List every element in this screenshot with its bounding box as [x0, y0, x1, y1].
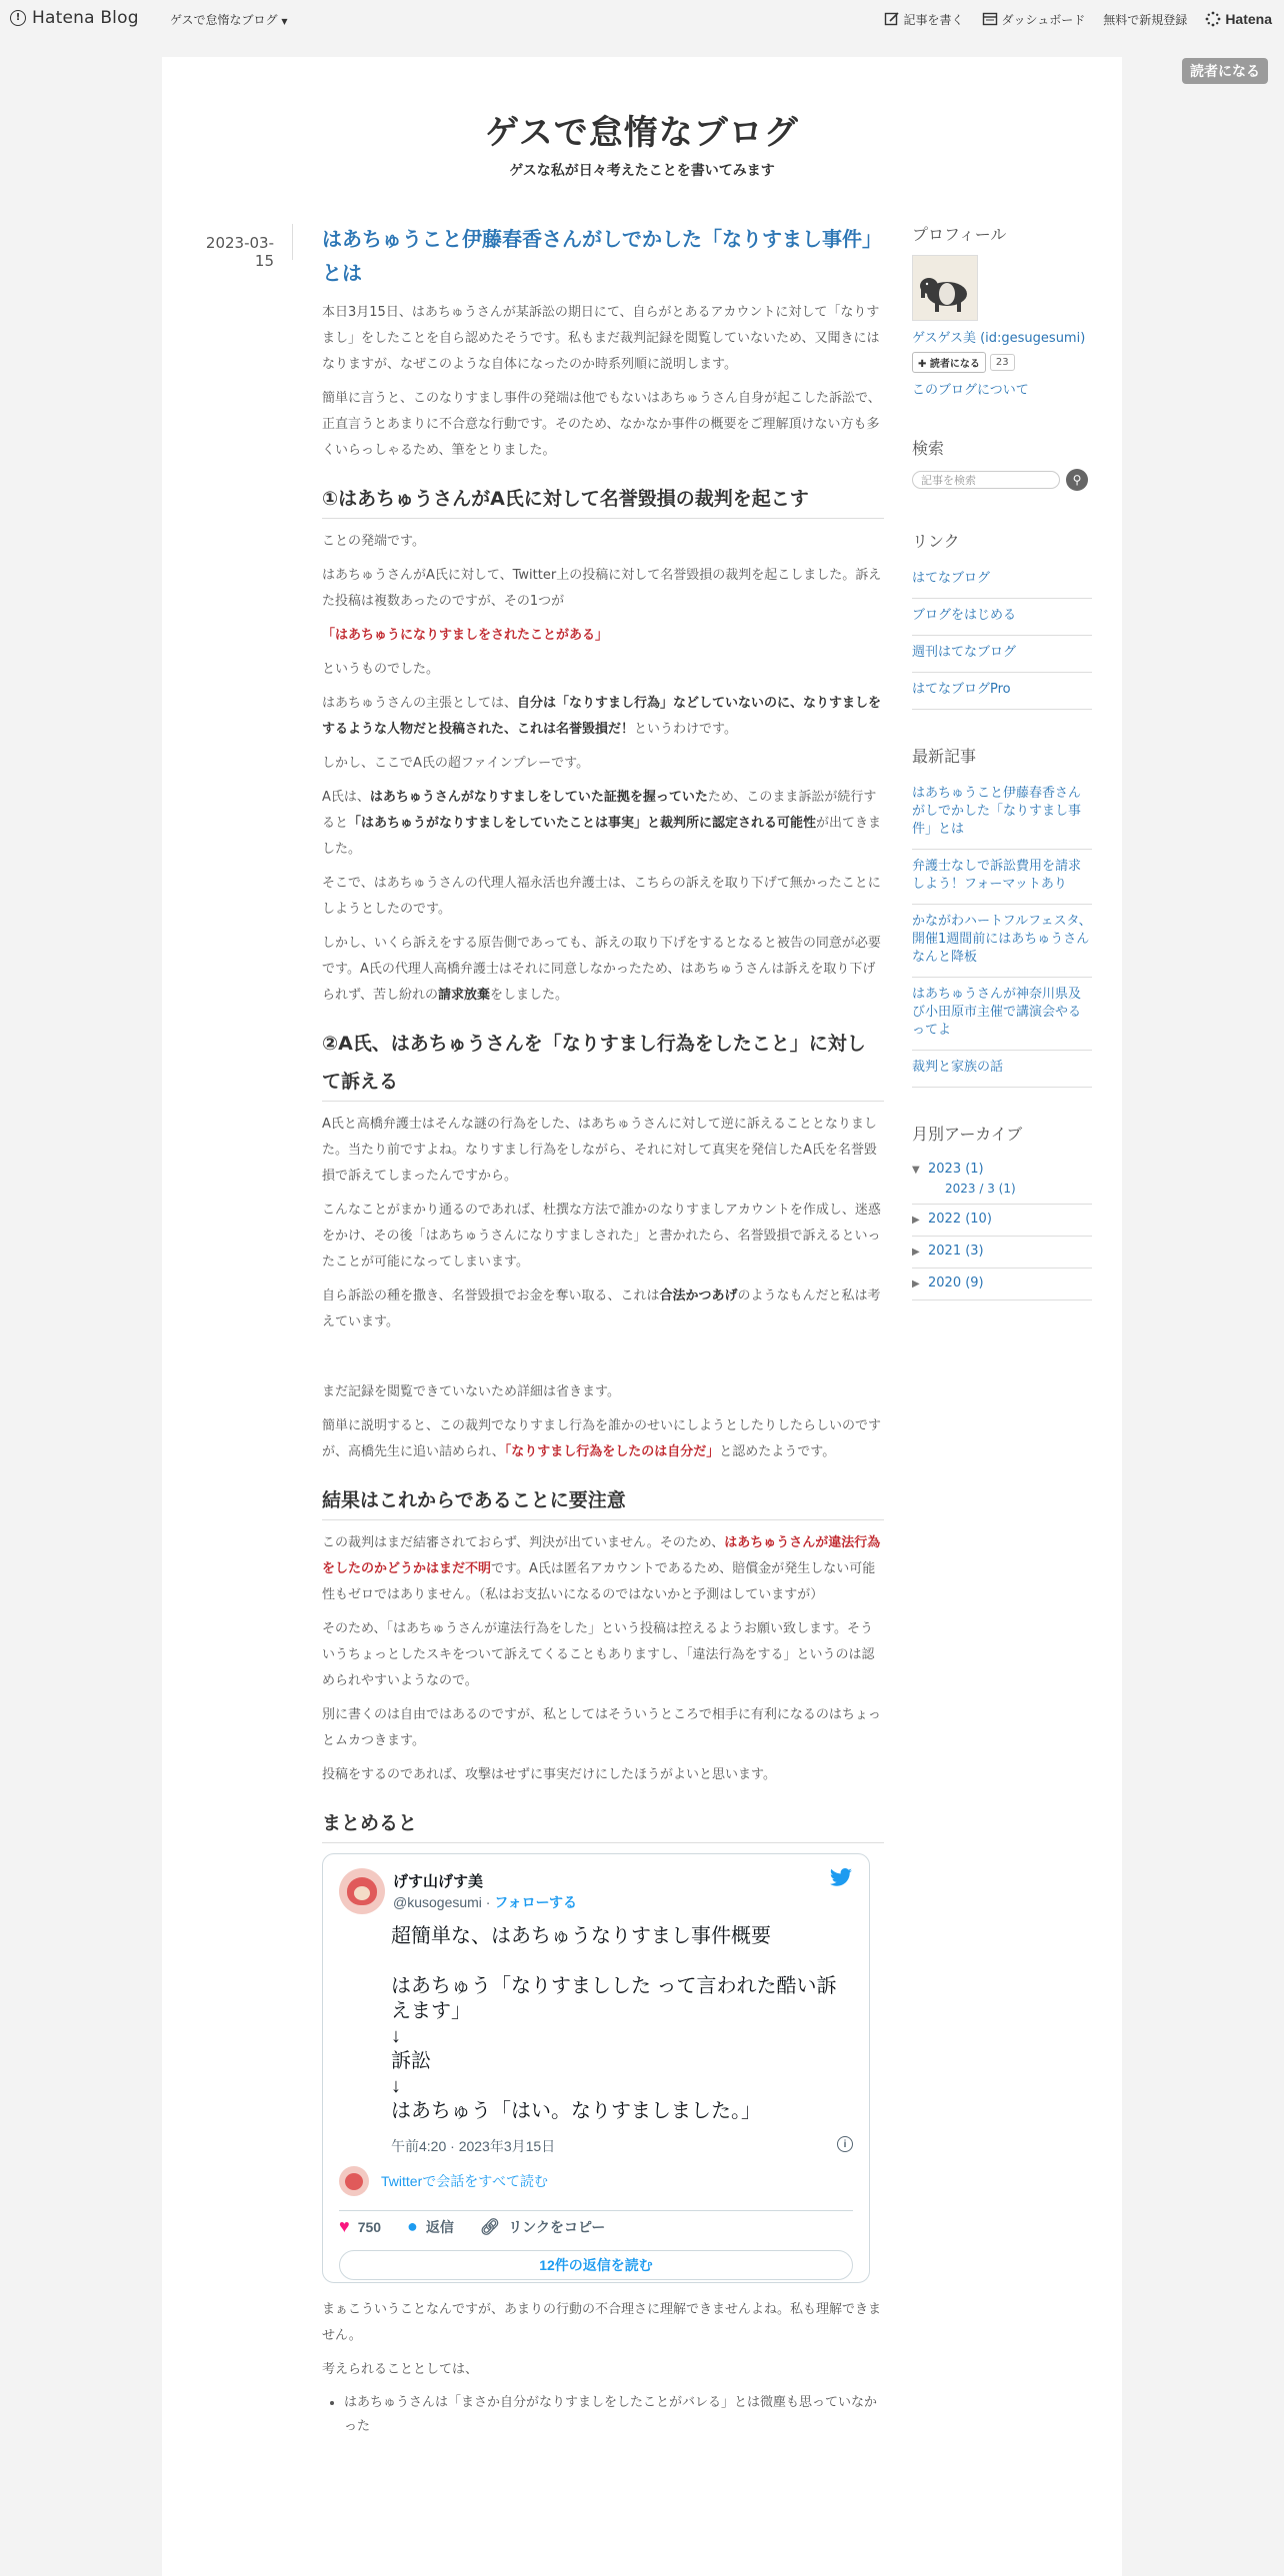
tweet-line: はあちゅう「はい。なりすましました。」 — [391, 2100, 761, 2122]
recent-entries-list — [912, 777, 1092, 1088]
spacer — [322, 1343, 884, 1379]
recent-entry-link[interactable]: 裁判と家族の話 — [912, 1060, 1004, 1075]
archive-year-2022 — [912, 1205, 1092, 1237]
blog-selector-label: ゲスで怠惰なブログ — [170, 13, 278, 27]
text: 簡単に説明すると、この裁判でなりすまし行為を誰かのせいにしようとしたりしたらしいのですが、高橋先生に追い詰められ、 — [322, 1418, 882, 1459]
hatena-menu[interactable] — [1205, 11, 1272, 27]
link-weekly[interactable]: 週刊はてなブログ — [912, 645, 1017, 660]
text: A氏は、 — [322, 790, 370, 805]
about-blog-link[interactable]: このブログについて — [912, 383, 1029, 398]
archive-year-2021 — [912, 1237, 1092, 1269]
triangle-right-icon[interactable]: ▶ — [912, 1279, 920, 1289]
profile-name-link[interactable]: ゲスゲス美 (id:gesugesumi) — [912, 331, 1086, 346]
paragraph: ことの発端です。 — [322, 534, 425, 549]
search-heading: 検索 — [912, 439, 945, 458]
paragraph — [322, 1530, 884, 1608]
write-entry-link[interactable] — [884, 11, 964, 28]
dashboard-icon — [982, 11, 998, 27]
search-icon: ⚲ — [1072, 473, 1082, 487]
text: をしました。 — [489, 988, 568, 1003]
text: というわけです。 — [634, 722, 737, 737]
link-hatena-blog[interactable]: はてなブログ — [912, 571, 991, 586]
paragraph: 投稿をするのであれば、攻撃はせずに事実だけにしたほうがよいと思います。 — [322, 1767, 776, 1782]
brand-text: Hatena Blog — [32, 8, 139, 28]
heart-icon: ♥ — [339, 2216, 350, 2236]
hatena-blog-logo-icon: ! — [10, 10, 26, 26]
paragraph — [322, 931, 884, 1009]
reply-button[interactable] — [407, 2216, 454, 2237]
archive-month-link[interactable]: 2023 / 3 (1) — [945, 1182, 1016, 1196]
paragraph — [322, 1413, 884, 1465]
section-heading: まとめると — [322, 1804, 884, 1843]
reader-row — [912, 352, 1092, 373]
copy-link-button[interactable] — [480, 2217, 605, 2237]
tweet-line: 超簡単な、はあちゅうなりすまし事件概要 — [391, 1925, 771, 1947]
hatena-label: Hatena — [1225, 11, 1272, 27]
archive-heading: 月別アーカイブ — [912, 1125, 1023, 1144]
profile-heading: プロフィール — [912, 225, 1007, 244]
text: です。A氏は匿名アカウントであるため、賠償金が発生しない可能性もゼロではありません。（私はお支払いになるのではないかと予測はしていますが） — [322, 1561, 876, 1602]
write-entry-label: 記事を書く — [903, 12, 964, 27]
highlight-quote: 「はあちゅうになりすましをされたことがある」 — [322, 628, 609, 643]
reply-label: 返信 — [425, 2218, 454, 2235]
twitter-bird-icon[interactable] — [829, 1868, 853, 1888]
entry-date[interactable]: 2023-03-15 — [205, 234, 274, 270]
profile-icon[interactable] — [912, 255, 978, 321]
bold-text: 請求放棄 — [437, 988, 490, 1003]
section-heading: 結果はこれからであることに要注意 — [322, 1481, 884, 1520]
reply-bubble-icon: ● — [407, 2216, 418, 2236]
archive-list — [912, 1155, 1092, 1300]
mini-avatar — [339, 2166, 369, 2196]
tweet-line: はあちゅう「なりすましした って言われた酷い訴えます」 — [391, 1975, 837, 2022]
tweet-actions — [339, 2216, 605, 2237]
paragraph: というものでした。 — [322, 662, 440, 677]
list-item — [912, 777, 1092, 850]
blog-description: ゲスな私が日々考えたことを書いてみます — [509, 163, 775, 179]
section-heading: ②A氏、はあちゅうさんを「なりすまし行為をしたこと」に対して訴える — [322, 1025, 884, 1102]
global-header — [0, 0, 1284, 38]
recent-entry-link[interactable]: はあちゅうさんが神奈川県及び小田原市主催で講演会やるってよ — [912, 987, 1082, 1038]
bold-text: はあちゅうさんがなりすましをしていた証拠を握っていた — [369, 790, 708, 805]
links-list — [912, 562, 1092, 710]
paragraph — [322, 691, 884, 743]
paragraph: 本日3月15日、はあちゅうさんが某訴訟の期日にて、自らがとあるアカウントに対して「なりすまし」をしたことを自ら認めたそうです。私もまだ裁判記録を閲覧していないため、又聞きにはなりますが、なぜこのような自体になったのか時系列順に説明します。 — [322, 305, 880, 372]
avatar-face-icon — [345, 2173, 363, 2190]
red-text: 「なりすまし行為をしたのは自分だ」 — [504, 1444, 720, 1459]
dashboard-label: ダッシュボード — [1001, 12, 1086, 27]
read-conversation-link[interactable] — [339, 2166, 548, 2196]
pencil-icon — [884, 11, 900, 27]
info-icon[interactable]: i — [837, 2136, 853, 2152]
blog-selector[interactable] — [170, 11, 288, 28]
text: この裁判はまだ結審されておらず、判決が出ていません。そのため、 — [322, 1535, 725, 1550]
sidebar-follow-label: 読者になる — [929, 359, 980, 370]
list-item — [912, 850, 1092, 905]
sidebar-follow-button[interactable] — [912, 352, 986, 373]
register-label: 無料で新規登録 — [1103, 12, 1188, 27]
plus-icon: ✚ — [918, 359, 930, 370]
tweet-author-name[interactable]: げす山げす美 — [393, 1873, 484, 1890]
paragraph: 考えられることとしては、 — [322, 2362, 479, 2377]
list-item — [912, 905, 1092, 978]
divider — [339, 2210, 853, 2211]
triangle-down-icon[interactable]: ▼ — [912, 1165, 920, 1176]
reader-count[interactable]: 23 — [990, 354, 1015, 371]
text: はあちゅうさんの主張としては、 — [322, 696, 518, 711]
hatena-blog-logo[interactable] — [10, 8, 139, 28]
search-input[interactable]: 記事を検索 — [912, 471, 1060, 489]
date-divider — [292, 224, 293, 260]
recent-entry-link[interactable]: かながわハートフルフェスタ、開催1週間前にはあちゅうさんなんと降板 — [912, 914, 1092, 965]
bullet-list — [322, 2391, 884, 2439]
search-button[interactable] — [1066, 469, 1088, 491]
paragraph: 別に書くのは自由ではあるのですが、私としてはそういうところで相手に有利になるのはちょっとムカつきます。 — [322, 1707, 881, 1748]
archive-year-link[interactable]: 2020 (9) — [928, 1276, 984, 1290]
bold-text: 自分は「なりすまし行為」などしていないのに、なりすましをするような人物だと投稿された、これは名誉毀損だ！ — [322, 696, 882, 737]
text: のようなもんだと私は考えています。 — [322, 1288, 881, 1329]
tweet-author-handle-row: @kusogesumi · フォローする — [393, 1894, 577, 1910]
archive-year-2020 — [912, 1269, 1092, 1300]
tweet-line: ↓ — [391, 2075, 401, 2097]
paragraph: そこで、はあちゅうさんの代理人福永活也弁護士は、こちらの訴えを取り下げて無かったことにしようとしたのです。 — [322, 876, 881, 917]
read-replies-button[interactable]: 12件の返信を読む — [339, 2250, 853, 2280]
paragraph: 簡単に言うと、このなりすまし事件の発端は他でもないはあちゅうさん自身が起こした訴訟で、正直言うとあまりに不合意な行動です。そのため、なかなか事件の概要をご理解頂けない方も多くいらっしゃるため、筆をとりました。 — [322, 391, 881, 458]
caret-down-icon: ▼ — [281, 17, 288, 26]
avatar-face-icon — [347, 1877, 377, 1905]
triangle-right-icon[interactable]: ▶ — [912, 1215, 920, 1226]
section-heading: ①はあちゅうさんがA氏に対して名誉毀損の裁判を起こす — [322, 480, 884, 519]
read-conversation-label: Twitterで会話をすべて読む — [381, 2173, 548, 2189]
list-item — [912, 1051, 1092, 1088]
paragraph: まだ記録を閲覧できていないため詳細は省きます。 — [322, 1384, 620, 1399]
text: と認めたようです。 — [719, 1444, 836, 1459]
tweet-timestamp[interactable]: 午前4:20 · 2023年3月15日 — [391, 2138, 556, 2154]
dashboard-link[interactable] — [982, 11, 1086, 28]
list-item — [912, 562, 1092, 599]
link-start-blog[interactable]: ブログをはじめる — [912, 608, 1017, 623]
sidebar — [912, 222, 1092, 1300]
list-item — [912, 673, 1092, 710]
avatar[interactable] — [339, 1868, 385, 1914]
triangle-right-icon[interactable]: ▶ — [912, 1247, 920, 1258]
archive-year-link[interactable]: 2021 (3) — [928, 1244, 984, 1259]
paragraph: まぁこういうことなんですが、あまりの行動の不合理さに理解できませんよね。私も理解できません。 — [322, 2302, 882, 2343]
tweet-line: 訴訟 — [391, 2050, 431, 2072]
list-item — [912, 636, 1092, 673]
tweet-author-handle[interactable]: @kusogesumi — [393, 1894, 482, 1910]
tweet-body — [391, 1924, 851, 2124]
paragraph: A氏と高橋弁護士はそんな謎の行為をした、はあちゅうさんに対して逆に訴えることとなりました。当たり前ですよね。なりすまし行為をしながら、それに対して真実を発信したA氏を名誉毀損で訴えてしまったんですから。 — [322, 1117, 877, 1184]
recent-heading: 最新記事 — [912, 747, 977, 766]
list-item — [912, 978, 1092, 1051]
bold-text: 「はあちゅうがなりすましをしていたことは事実」と裁判所に認定される可能性 — [348, 816, 817, 831]
entry-title[interactable]: はあちゅうこと伊藤春香さんがしでかした「なりすまし事件」とは — [322, 227, 882, 285]
search-box — [912, 469, 1092, 491]
recent-entry-link[interactable]: はあちゅうこと伊藤春香さんがしでかした「なりすまし事件」とは — [912, 786, 1082, 837]
blog-header — [162, 105, 1122, 180]
list-item — [912, 599, 1092, 636]
embedded-tweet[interactable] — [322, 1853, 870, 2283]
text: 自ら訴訟の種を撒き、名誉毀損でお金を奪い取る、これは — [322, 1288, 660, 1303]
like-button[interactable] — [339, 2216, 381, 2237]
copy-link-label: リンクをコピー — [508, 2218, 606, 2235]
list-item: • はあちゅうさんは「まさか自分がなりすましをしたことがバレる」とは微塵も思っていなかった — [344, 2391, 884, 2439]
paragraph: こんなことがまかり通るのであれば、杜撰な方法で誰かのなりすましアカウントを作成し、迷惑をかけ、その後「はあちゅうさんになりすましされた」と書かれたら、名誉毀損で訴えるといったことが可能になってしまいます。 — [322, 1203, 881, 1270]
paragraph — [322, 785, 884, 863]
entry-content — [322, 222, 884, 2439]
paragraph: しかし、ここでA氏の超ファインプレーです。 — [322, 756, 590, 771]
page-container — [162, 57, 1122, 2576]
paragraph: はあちゅうさんがA氏に対して、Twitter上の投稿に対して名誉毀損の裁判を起こしました。訴えた投稿は複数あったのですが、その1つが — [322, 568, 882, 609]
tweet-line: ↓ — [391, 2025, 401, 2047]
archive-year-link[interactable]: 2023 (1) — [928, 1162, 984, 1177]
recent-entry-link[interactable]: 弁護士なしで訴訟費用を請求しよう！フォーマットあり — [912, 859, 1082, 892]
blog-title[interactable]: ゲスで怠惰なブログ — [485, 113, 799, 153]
links-heading: リンク — [912, 532, 960, 551]
register-link[interactable] — [1103, 11, 1187, 28]
red-text: はあちゅうさんが違法行為をしたのかどうかはまだ不明 — [322, 1535, 881, 1576]
text: しかし、いくら訴えをする原告側であっても、訴えの取り下げをするとなると被告の同意が必要です。A氏の代理人高橋弁護士はそれに同意しなかったため、はあちゅうさんは訴えを取り下げられず、苦し紛れの — [322, 936, 881, 1003]
archive-year-2023 — [912, 1155, 1092, 1205]
follow-blog-button[interactable]: 読者になる — [1182, 58, 1268, 84]
paragraph — [322, 1284, 884, 1335]
tweet-follow-link[interactable]: フォローする — [494, 1894, 577, 1910]
like-count: 750 — [357, 2218, 382, 2235]
hatena-dots-icon — [1205, 11, 1221, 27]
bold-text: 合法かつあげ — [659, 1288, 738, 1303]
archive-year-link[interactable]: 2022 (10) — [928, 1212, 992, 1227]
tweet-line — [391, 1949, 851, 1974]
text: ため、このまま訴訟が続行すると — [322, 790, 877, 831]
paragraph: そのため、「はあちゅうさんが違法行為をした」という投稿は控えるようお願い致します。そういうちょっとしたスキをついて訴えてくることもありますし、「違法行為をする」というのは認められやすいようなので。 — [322, 1621, 875, 1688]
link-pro[interactable]: はてなブログPro — [912, 682, 1011, 697]
link-icon: 🔗︎ — [479, 2218, 501, 2236]
text: が出てきました。 — [322, 816, 882, 857]
tapir-icon — [913, 256, 977, 320]
